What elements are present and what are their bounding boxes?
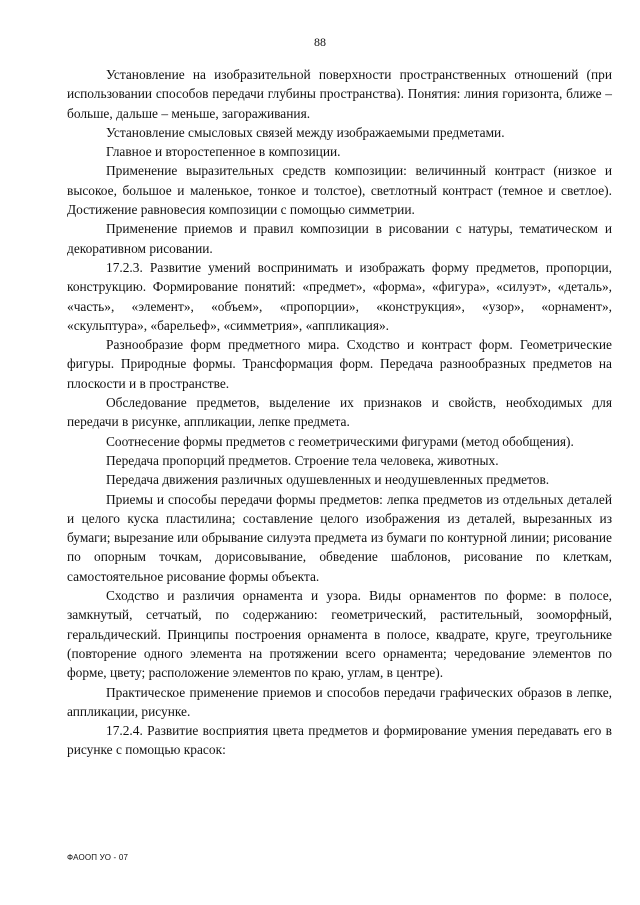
section-paragraph-17-2-3: 17.2.3. Развитие умений воспринимать и изображать форму предметов, пропорции, конструкцию. Формирование понятий: «предмет», «форма», «фигура», «силуэт», «деталь», «часть», «элемент», «объем», «пропорции», «конструкция», «узор», «орнамент», «скульптура», «барельеф», «симметрия», «аппликация». — [67, 259, 612, 333]
paragraph: Передача пропорций предметов. Строение тела человека, животных. — [106, 452, 499, 468]
paragraph: Передача движения различных одушевленных и неодушевленных предметов. — [106, 472, 550, 488]
section-paragraph-17-2-4: 17.2.4. Развитие восприятия цвета предметов и формирование умения передавать его в рисунке с помощью красок: — [67, 723, 612, 758]
page-number: 88 — [314, 35, 326, 49]
paragraph: Применение приемов и правил композиции в рисовании с натуры, тематическом и декоративном рисовании. — [67, 221, 612, 256]
page-body — [67, 65, 612, 760]
paragraph: Главное и второстепенное в композиции. — [106, 144, 341, 160]
paragraph: Сходство и различия орнамента и узора. Виды орнаментов по форме: в полосе, замкнутый, сетчатый, по содержанию: геометрический, растительный, зооморфный, геральдический. Принципы построения орнамента в полосе, квадрате, круге, треугольнике (повторение одного элемента на протяжении всего орнамента; чередование элементов по форме, цвету; расположение элементов по краю, углам, в центре). — [67, 588, 612, 681]
paragraph: Установление смысловых связей между изображаемыми предметами. — [106, 124, 505, 140]
paragraph: Приемы и способы передачи формы предметов: лепка предметов из отдельных деталей и целого куска пластилина; составление целого изображения из деталей, вырезанных из бумаги; вырезание или обрывание силуэта предмета из бумаги по контурной линии; рисование по опорным точкам, дорисовывание, обведение шаблонов, рисование по клеткам, самостоятельное рисование формы объекта. — [67, 491, 612, 584]
paragraph: Установление на изобразительной поверхности пространственных отношений (при использовании способов передачи глубины пространства). Понятия: линия горизонта, ближе – больше, дальше – меньше, загораживания. — [67, 67, 612, 121]
paragraph: Соотнесение формы предметов с геометрическими фигурами (метод обобщения). — [106, 433, 574, 449]
paragraph: Практическое применение приемов и способов передачи графических образов в лепке, аппликации, рисунке. — [67, 684, 612, 719]
paragraph: Разнообразие форм предметного мира. Сходство и контраст форм. Геометрические фигуры. Природные формы. Трансформация форм. Передача разнообразных предметов на плоскости и в пространстве. — [67, 337, 612, 391]
document-code-footer: ФАООП УО - 07 — [67, 853, 129, 862]
paragraph: Применение выразительных средств композиции: величинный контраст (низкое и высокое, большое и маленькое, тонкое и толстое), светлотный контраст (темное и светлое). Достижение равновесия композиции с помощью симметрии. — [67, 163, 612, 218]
paragraph: Обследование предметов, выделение их признаков и свойств, необходимых для передачи в рисунке, аппликации, лепке предмета. — [67, 395, 612, 430]
